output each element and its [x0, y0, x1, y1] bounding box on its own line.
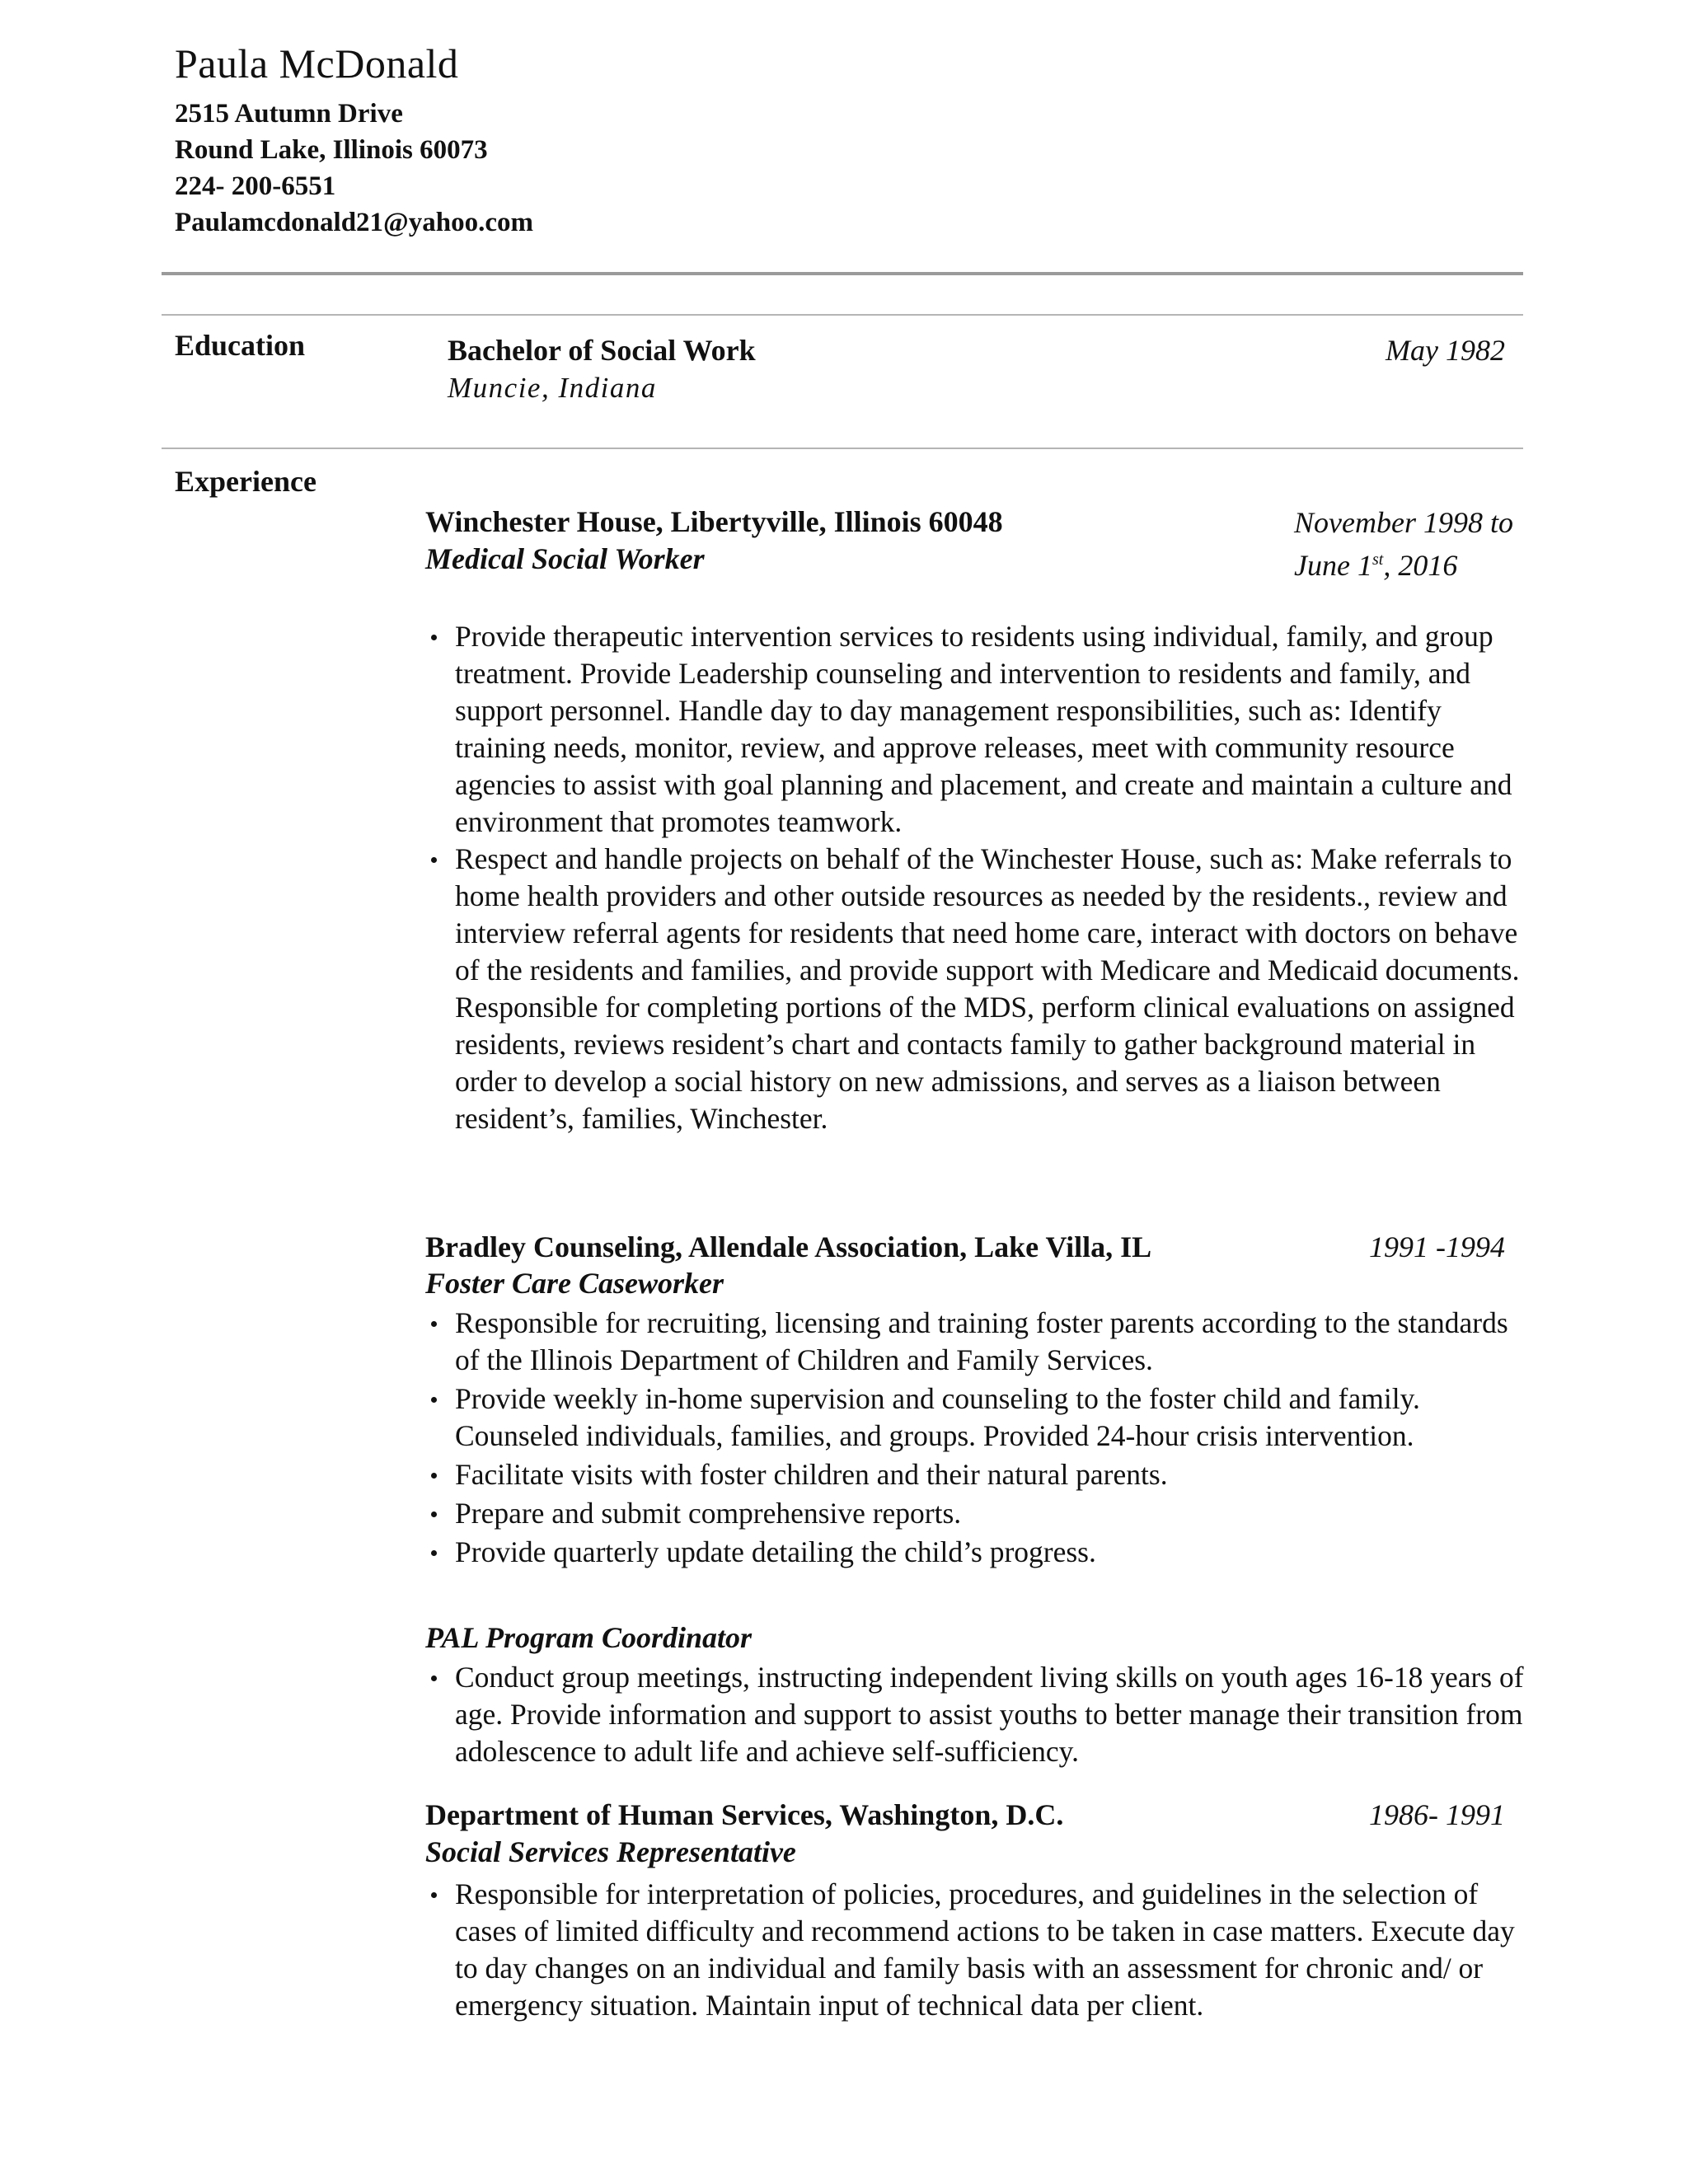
job-2-dates: 1991 -1994 — [1369, 1230, 1505, 1263]
bullet-item: Provide weekly in-home supervision and counseling to the foster child and family. Counseled individuals, families, and groups. Provided 24-hour crisis intervention. — [425, 1380, 1530, 1455]
experience-heading: Experience — [175, 465, 316, 498]
address-line-1: 2515 Autumn Drive — [175, 99, 403, 129]
bullet-item: Prepare and submit comprehensive reports. — [425, 1495, 1530, 1532]
job-1-dates — [1294, 504, 1513, 584]
bullet-item: Responsible for interpretation of policies, procedures, and guidelines in the selection of cases of limited difficulty and recommend actions to be taken in case matters. Execute day to day changes on an individual and family basis with an assessment for chronic and/ or emergency situation. Maintain input of technical data per client. — [425, 1876, 1530, 2024]
bullet-item: Respect and handle projects on behalf of the Winchester House, such as: Make referrals to home health providers and other outside resources as needed by the residents., review and interview referral agents for residents that need home care, interact with doctors on behave of the residents and families, and provide support with Medicare and Medicaid documents. Responsible for completing portions of the MDS, perform clinical evaluations on assigned residents, reviews resident’s chart and contacts family to gather background material in order to develop a social history on new admissions, and serves as a liaison between resident’s, families, Winchester. — [425, 841, 1530, 1137]
job-2-bullets — [425, 1305, 1530, 1572]
job-3-title: PAL Program Coordinator — [425, 1621, 753, 1654]
job-1-date-start: November 1998 to — [1294, 506, 1513, 539]
degree-name: Bachelor of Social Work — [448, 334, 756, 367]
education-top-divider — [162, 314, 1523, 316]
job-4-dates: 1986- 1991 — [1369, 1798, 1505, 1831]
email-address: Paulamcdonald21@yahoo.com — [175, 208, 533, 237]
graduation-date: May 1982 — [1386, 334, 1505, 367]
experience-top-divider — [162, 448, 1523, 449]
header-divider — [162, 272, 1523, 275]
job-1-organization: Winchester House, Libertyville, Illinois 60048 — [425, 505, 1003, 538]
job-1-bullets — [425, 618, 1530, 1137]
contact-block — [175, 96, 533, 241]
job-2-organization: Bradley Counseling, Allendale Association, Lake Villa, IL — [425, 1230, 1152, 1263]
job-3-bullets — [425, 1659, 1530, 1770]
bullet-item: Responsible for recruiting, licensing and training foster parents according to the standards of the Illinois Department of Children and Family Services. — [425, 1305, 1530, 1379]
bullet-item: Provide quarterly update detailing the child’s progress. — [425, 1534, 1530, 1571]
job-4-title: Social Services Representative — [425, 1835, 796, 1868]
bullet-item: Provide therapeutic intervention services to residents using individual, family, and group treatment. Provide Leadership counseling and intervention to residents and family, and support personnel. Handle day to day management responsibilities, such as: Identify training needs, monitor, review, and approve releases, meet with community resource agencies to assist with goal planning and placement, and create and maintain a culture and environment that promotes teamwork. — [425, 618, 1530, 841]
bullet-item: Facilitate visits with foster children and their natural parents. — [425, 1456, 1530, 1493]
school-location: Muncie, Indiana — [448, 372, 657, 404]
job-2-title: Foster Care Caseworker — [425, 1267, 724, 1300]
job-4-organization: Department of Human Services, Washington, D.C. — [425, 1798, 1064, 1831]
job-1-date-end: June 1st, 2016 — [1294, 549, 1458, 582]
education-heading: Education — [175, 329, 306, 362]
job-4-bullets — [425, 1876, 1530, 2024]
job-1-title: Medical Social Worker — [425, 542, 705, 575]
phone-number: 224- 200-6551 — [175, 171, 336, 201]
bullet-item: Conduct group meetings, instructing independent living skills on youth ages 16-18 years of age. Provide information and support to assist youths to better manage their transition from adolescence to adult life and achieve self-sufficiency. — [425, 1659, 1530, 1770]
address-line-2: Round Lake, Illinois 60073 — [175, 135, 488, 165]
applicant-name: Paula McDonald — [175, 40, 459, 87]
